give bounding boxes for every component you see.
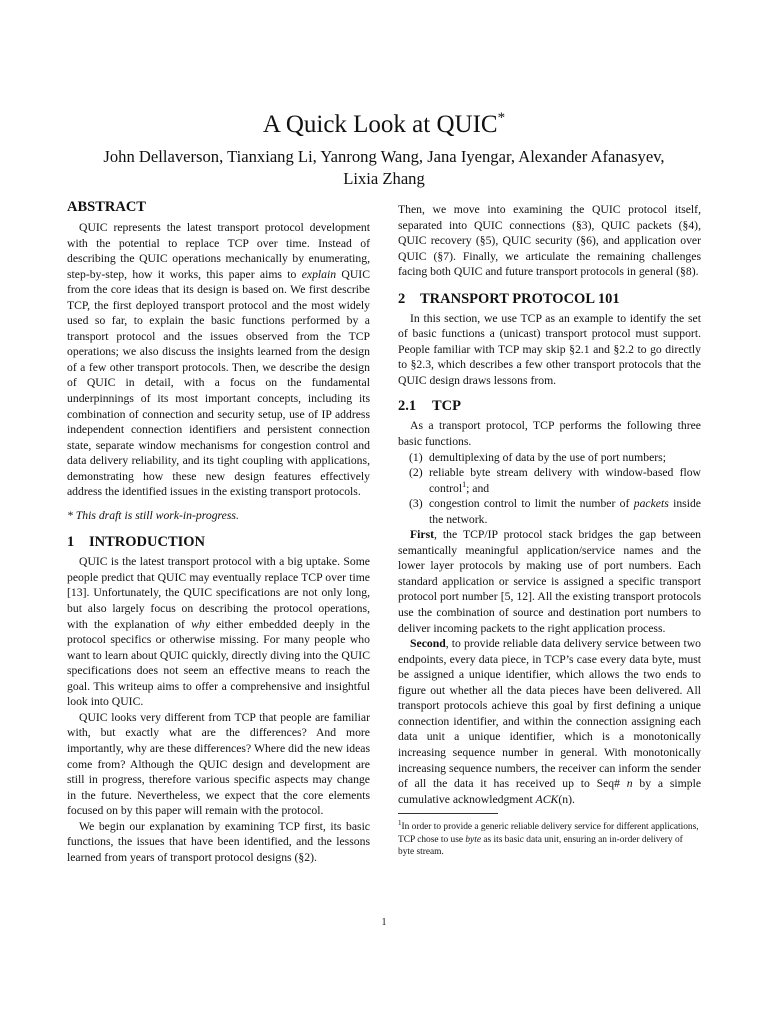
section-2-title: TRANSPORT PROTOCOL 101 (420, 290, 620, 307)
second-lead: Second (410, 637, 446, 651)
page-number: 1 (381, 917, 387, 928)
paper-title-text: A Quick Look at QUIC (262, 111, 498, 138)
first-lead: First (410, 528, 435, 542)
abstract-emphasis: explain (301, 267, 337, 281)
footnote-mark: 1 (398, 819, 402, 828)
section-1-heading (67, 533, 370, 551)
list-item-text-a: congestion control to limit the number of (429, 497, 634, 511)
seq-variable: n (626, 777, 633, 791)
author-list: John Dellaverson, Tianxiang Li, Yanrong Wang, Jana Iyengar, Alexander Afanasyev, Lixia Zhang (103, 147, 665, 188)
list-item (398, 496, 701, 527)
section-2-number: 2 (398, 290, 406, 307)
abstract-paragraph (67, 220, 370, 500)
footnote-divider (398, 813, 498, 814)
section-2-paragraph: In this section, we use TCP as an example to identify the set of basic functions a (unicast) transport protocol must support. People familiar with TCP may skip §2.1 and §2.2 to go directly to §2.3, which describes a few other transport protocols that the QUIC design draws lessons from. (398, 311, 701, 387)
list-item-text-b: inside the network. (429, 497, 701, 526)
subsection-2-1-heading (398, 397, 701, 415)
right-column (398, 202, 701, 859)
tcp-intro-paragraph: As a transport protocol, TCP performs the following three basic functions. (398, 419, 701, 449)
first-text: , the TCP/IP protocol stack bridges the gap between semantically meaningful application/service names and the lower layer protocols by making use of port numbers. Each standard application or service is assigned a specific transport protocol port number [5, 12]. All the existing transport protocols use the combination of source and destination port numbers to deliver incoming packets to the right application process. (398, 528, 701, 635)
tcp-function-list (398, 450, 701, 528)
list-marker: (3) (409, 497, 423, 511)
ack-argument: (n) (558, 792, 572, 806)
section-1-number: 1 (67, 534, 75, 551)
intro-paragraph-3: We begin our explanation by examining TCP first, its basic functions, the issues that have been identified, and the lessons learned from years of transport protocol designs (§2). (67, 819, 370, 864)
title-footnote-mark: * (497, 110, 506, 126)
abstract-heading: ABSTRACT (67, 199, 146, 215)
subsection-2-1-number: 2.1 (398, 398, 417, 415)
intro-paragraph-4: Then, we move into examining the QUIC protocol itself, separated into QUIC connections (§3), QUIC packets (§4), QUIC recovery (§5), QUIC security (§6), and application over QUIC (§7). Finally, we articulate the remaining challenges facing both QUIC and future transport protocols in general (§8). (398, 203, 701, 279)
intro-p1-text-b: either embedded deeply in the protocol specifics or otherwise missing. For many people who want to learn about QUIC quickly, directly diving into the QUIC specifications does not seem an effective means to reach the goal. This writeup aims to offer a comprehensive and insightful look into QUIC. (67, 617, 370, 709)
intro-p1-text-a: QUIC is the latest transport protocol with a big uptake. Some people predict that QUIC may eventually replace TCP over time [13]. Unfortunately, the QUIC specifications are not only long, but also largely focus on describing the protocol operations, with the explanation of (67, 555, 370, 631)
intro-p1-emphasis: why (191, 617, 210, 631)
subsection-2-1-title: TCP (432, 398, 461, 415)
second-text-b: by a simple cumulative acknowledgment (398, 777, 702, 806)
draft-note: * This draft is still work-in-progress. (67, 508, 239, 522)
footnote-reference: 1 (462, 479, 467, 489)
intro-paragraph-1 (67, 554, 370, 709)
footnote (398, 817, 701, 859)
footnote-emphasis: byte (465, 834, 481, 845)
abstract-text-a: QUIC represents the latest transport protocol development with the potential to replace TCP over time. Instead of describing the QUIC operations mechanically by enumerating, step-by-step, how it works, this paper aims to (67, 221, 370, 281)
footnote-text-a: In order to provide a generic reliable delivery service for different applications, TCP chose to use (398, 822, 699, 845)
list-item-tail: ; and (466, 481, 490, 495)
list-marker: (1) (409, 450, 423, 464)
list-item-emphasis: packets (633, 497, 669, 511)
list-item-text: demultiplexing of data by the use of port numbers; (429, 450, 666, 464)
left-column (67, 198, 370, 865)
second-end: . (571, 792, 575, 806)
intro-paragraph-2: QUIC looks very different from TCP that people are familiar with, but exactly what are the differences? And more importantly, why are these differences? Where did the new ideas come from? Although the QUIC design and development are still in progress, therefore various specific aspects may change in the future. Nevertheless, we expect that the core elements focused on by this paper will remain with the protocol. (67, 710, 370, 818)
section-1-title: INTRODUCTION (89, 534, 206, 551)
list-item-text: reliable byte stream delivery with window-based flow control (429, 466, 701, 495)
section-2-heading (398, 290, 701, 308)
second-function-paragraph (398, 636, 701, 807)
ack-function: ACK (535, 792, 559, 806)
footnote-text-b: as its basic data unit, ensuring an in-order delivery of byte stream. (398, 834, 683, 858)
paper-title (0, 100, 768, 143)
first-function-paragraph (398, 527, 701, 636)
second-text-a: , to provide reliable data delivery service between two endpoints, every data piece, in TCP’s case every data byte, must be assigned a unique identifier, which allows the two ends to figure out whether all the data pieces have been delivered. All transport protocols achieve this goal by first defining a unique connection identifier, and within the connection assigning each data unit a unique identifier, which is a monotonically increasing sequence number in general. With monotonically increasing sequence numbers, the receiver can inform the sender of all the data it has received up to Seq# (398, 637, 701, 791)
abstract-text-b: QUIC from the core ideas that its design is based on. We first describe TCP, the first deployed transport protocol and the most widely used so far, to explain the basic functions performed by a transport protocol and the issues observed from the TCP operations; we also discuss the insights learned from the design of a few other transport protocols. Then, we describe the design of QUIC in detail, with a focus on the fundamental underpinnings of its most important concepts, including its combination of connection and security setup, use of IP address independent connection identifiers and persistent connection state, separate window mechanisms for congestion control and data delivery reliability, and its tight coupling with applications, demonstrating how these new design features effectively address the identified issues in the existing transport protocols. (67, 267, 370, 499)
list-marker: (2) (409, 466, 423, 480)
list-item (398, 465, 701, 496)
list-item (398, 450, 701, 466)
